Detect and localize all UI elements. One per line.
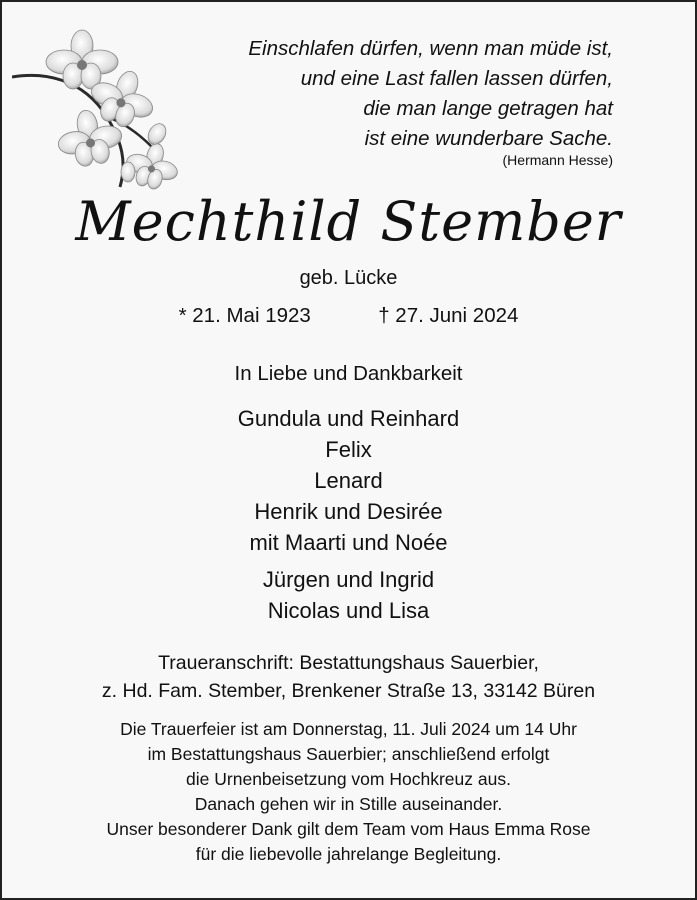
mourner-line: mit Maarti und Noée	[249, 530, 448, 555]
notice-line: im Bestattungshaus Sauerbier; anschließend erfolgt	[147, 744, 550, 764]
mourner-line: Nicolas und Lisa	[267, 598, 430, 623]
address-line: z. Hd. Fam. Stember, Brenkener Straße 13, 33142 Büren	[101, 680, 596, 702]
notice-line: Danach gehen wir in Stille auseinander.	[194, 794, 503, 814]
notice-line: die Urnenbeisetzung vom Hochkreuz aus.	[186, 769, 511, 789]
poem	[248, 34, 613, 154]
mourner-line: Felix	[325, 437, 372, 462]
funeral-notice	[2, 717, 695, 867]
notice-line: für die liebevolle jahrelange Begleitung.	[195, 844, 502, 864]
deceased-name: Mechthild Stember	[75, 190, 622, 253]
mourner-line: Jürgen und Ingrid	[262, 567, 435, 592]
poem-author: (Hermann Hesse)	[502, 152, 613, 168]
address-line: Traueranschrift: Bestattungshaus Sauerbier,	[158, 652, 539, 674]
mourner-line: Gundula und Reinhard	[237, 406, 460, 431]
intro-text: In Liebe und Dankbarkeit	[234, 362, 463, 385]
orchid-icon	[12, 22, 182, 192]
mourning-address	[2, 649, 695, 705]
death-date: † 27. Juni 2024	[378, 304, 519, 327]
mourner-line: Lenard	[314, 468, 383, 493]
notice-line: Die Trauerfeier ist am Donnerstag, 11. Juli 2024 um 14 Uhr	[120, 719, 577, 739]
mourners-group-1	[2, 403, 695, 558]
poem-line: die man lange getragen hat	[363, 97, 613, 120]
birth-date: * 21. Mai 1923	[178, 304, 311, 327]
mourners-group-2	[2, 564, 695, 626]
poem-line: und eine Last fallen lassen dürfen,	[300, 67, 613, 90]
mourner-line: Henrik und Desirée	[254, 499, 443, 524]
birth-name: geb. Lücke	[299, 267, 398, 289]
poem-line: ist eine wunderbare Sache.	[364, 127, 613, 150]
notice-line: Unser besonderer Dank gilt dem Team vom Haus Emma Rose	[106, 819, 591, 839]
poem-line: Einschlafen dürfen, wenn man müde ist,	[248, 37, 613, 60]
life-dates	[2, 304, 695, 328]
